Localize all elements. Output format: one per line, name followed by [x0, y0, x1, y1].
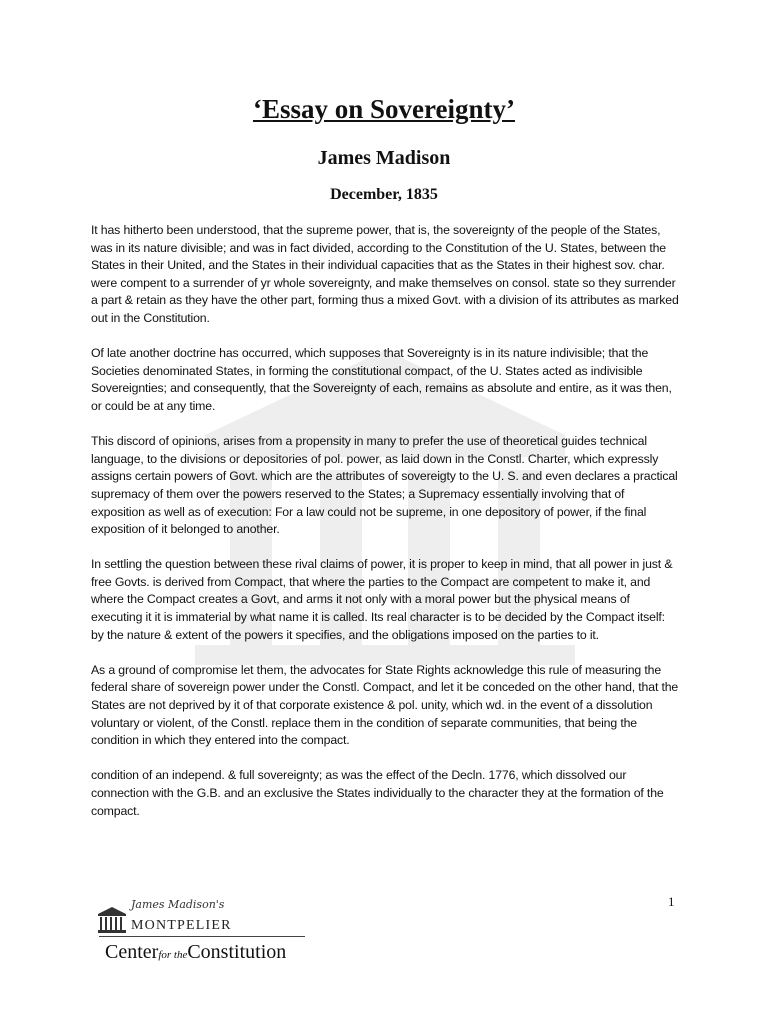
- page-number: 1: [668, 894, 675, 909]
- logo-center-text: [105, 941, 286, 964]
- paragraph: Of late another doctrine has occurred, which supposes that Sovereignty is in its nature indivisible; that the Societies denominated States, in forming the constitutional compact, of the U. States acted as indivisible Sovereignties; and consequently, that the Sovereignty of each, remains as absolute and entire, as it was then, or could be at any time.: [91, 346, 672, 413]
- paragraph: As a ground of compromise let them, the advocates for State Rights acknowledge this rule of measuring the federal share of sovereign power under the Constl. Compact, and let it be conceded on the other hand, that the States are not deprived by it of that corporate existence & pol. unity, which wd. in the event of a dissolution voluntary or violent, of the Constl. replace them in the condition of separate communities, that being the condition in which they entered into the compact.: [91, 662, 679, 748]
- logo-center-word: Center: [105, 941, 159, 963]
- logo-constitution-word: Constitution: [187, 941, 287, 963]
- logo-divider: [99, 936, 305, 937]
- logo-montpelier: MONTPELIER: [131, 918, 232, 933]
- document-body: [91, 222, 679, 838]
- montpelier-building-icon: [97, 906, 127, 934]
- paragraph: This discord of opinions, arises from a propensity in many to prefer the use of theoretical guides technical language, to the divisions or depositories of pol. power, as laid down in the Constl. Charter, which expressly assigns certain powers of Govt. which are the attributes of sovereigty to the U. S. and even declares a practical supremacy of them over the powers reserved to the States; a Supremacy essentially involving that of exposition as well as of execution: For a law could not be supreme, in one depository of power, if the final exposition of it belonged to another.: [91, 434, 678, 537]
- paragraph: It has hitherto been understood, that the supreme power, that is, the sovereignty of the people of the States, was in its nature divisible; and was in fact divided, according to the Constitution of the U. States, between the States in their United, and the States in their individual capacities that as the States in their highest sov. char. were compent to a surrender of yr whole sovereignty, and make themselves on consol. state so they surrender a part & retain as they have the other part, forming thus a mixed Govt. with a division of its attributes as marked out in the Constitution.: [91, 223, 679, 325]
- logo-connector: for the: [158, 949, 188, 961]
- document-title: ‘Essay on Sovereignty’: [252, 94, 515, 124]
- logo-signature: James Madison's: [131, 898, 225, 911]
- paragraph: In settling the question between these rival claims of power, it is proper to keep in mind, that all power in just & free Govts. is derived from Compact, that where the parties to the Compact are competent to make it, and where the Compact creates a Govt, and arms it not only with a moral power but the physical means of executing it it is immaterial by what name it is called. Its real character is to be decided by the Compact itself: by the nature & extent of the powers it specifies, and the obligations imposed on the parties to it.: [91, 557, 673, 642]
- center-for-the-constitution-logo: [95, 898, 325, 968]
- document-date: December, 1835: [330, 186, 438, 203]
- document-author: James Madison: [317, 147, 451, 169]
- paragraph: condition of an independ. & full sovereignty; as was the effect of the Decln. 1776, which dissolved our connection with the G.B. and an exclusive the States individually to the character they at the formation of the compact.: [91, 768, 664, 818]
